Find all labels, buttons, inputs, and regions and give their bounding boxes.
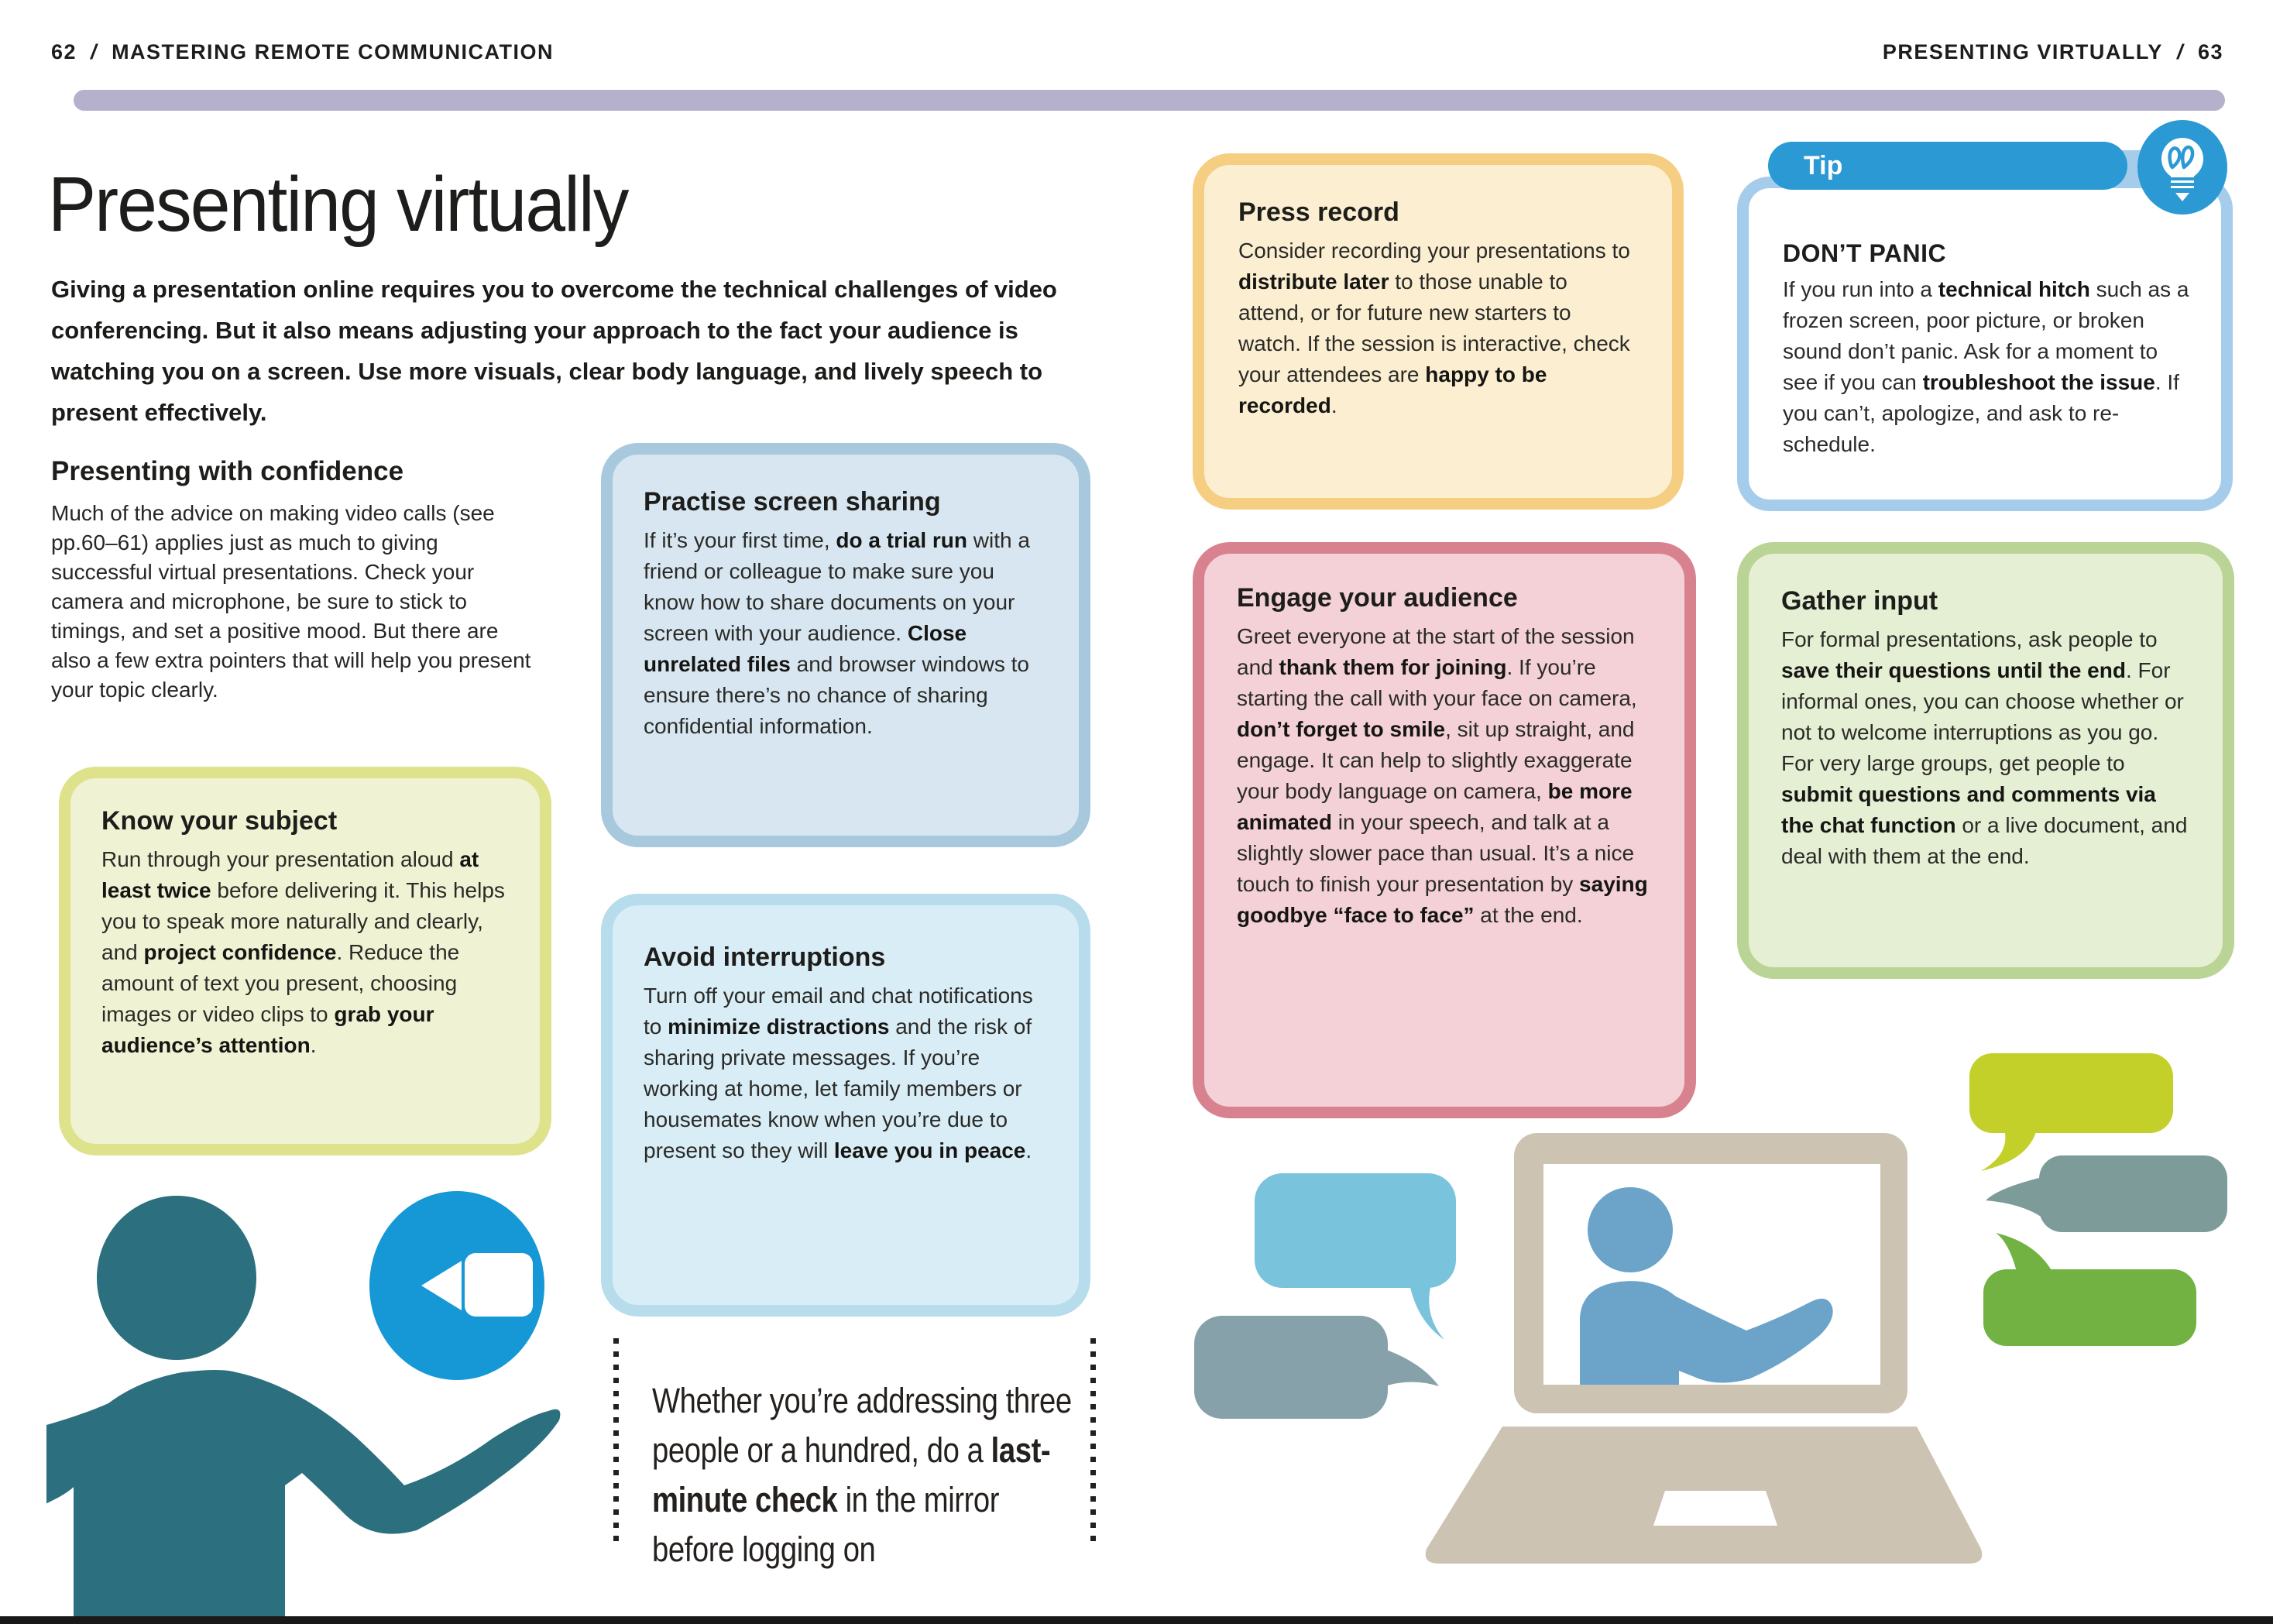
know-your-subject-card xyxy=(59,767,551,1155)
chat-bubbles-illustration xyxy=(1959,1038,2273,1363)
tip-heading: DON’T PANIC xyxy=(1783,239,1947,267)
confidence-body: Much of the advice on making video calls (see pp.60–61) applies just as much to giving successful virtual presentations. Check your camera and microphone, be sure to stick to timings, and set a positive mood. But there are also a few extra pointers that will help you present your topic clearly. xyxy=(51,501,531,702)
page-header-right xyxy=(1883,40,2223,64)
speech-bubble-light-blue xyxy=(1255,1173,1456,1340)
lightbulb-icon xyxy=(2136,119,2229,215)
section-title: PRESENTING VIRTUALLY xyxy=(1882,40,2163,64)
page-title: Presenting virtually xyxy=(48,161,628,248)
card-body: Consider recording your presentations to distribute later to those unable to attend, or for future new starters to watch. If the session is interactive, check your attendees are happy to be recorded. xyxy=(1238,239,1630,417)
press-record-card xyxy=(1193,153,1684,510)
page-bottom-edge xyxy=(0,1616,2273,1624)
card-heading: Gather input xyxy=(1781,586,1938,616)
laptop-trackpad-notch xyxy=(1653,1491,1777,1526)
gather-input-card xyxy=(1737,542,2234,979)
confidence-heading: Presenting with confidence xyxy=(51,456,404,487)
presenter-body xyxy=(46,1370,560,1624)
chapter-title: MASTERING REMOTE COMMUNICATION xyxy=(112,40,555,64)
card-body: Run through your presentation aloud at least twice before delivering it. This helps you to speak more naturally and clearly, and project confidence. Reduce the amount of text you present, choosing images or video clips to grab your audience’s attention. xyxy=(101,847,505,1057)
card-heading: Press record xyxy=(1238,197,1399,227)
speech-bubble-gray-teal xyxy=(1986,1155,2227,1232)
card-heading: Avoid interruptions xyxy=(644,942,886,972)
card-heading: Practise screen sharing xyxy=(644,487,941,517)
quote-dotted-rule-right xyxy=(1090,1338,1096,1544)
speech-bubble-green xyxy=(1983,1233,2196,1346)
speech-bubble-chartreuse xyxy=(1969,1053,2173,1171)
page-number-right: 63 xyxy=(2197,40,2223,64)
tip-body: If you run into a technical hitch such as a frozen screen, poor picture, or broken sound don’t panic. Ask for a moment to see if you can troubleshoot the issue. If you can’t, apologize, and ask to re-schedule. xyxy=(1783,277,2189,456)
speech-bubble-gray-blue xyxy=(1194,1316,1439,1419)
tip-tab-label: Tip xyxy=(1768,142,2127,190)
page-header-left xyxy=(51,40,554,64)
header-divider-bar xyxy=(74,90,2225,111)
header-slash: / xyxy=(91,40,98,64)
header-slash: / xyxy=(2176,40,2184,64)
quote-dotted-rule-left xyxy=(613,1338,619,1544)
card-body: Turn off your email and chat notifications to minimize distractions and the risk of sharing private messages. If you’re working at home, let family members or housemates know when you’re due to present so they will leave you in peace. xyxy=(644,984,1033,1162)
presenter-figure-illustration xyxy=(46,1177,573,1624)
card-body: If it’s your first time, do a trial run with a friend or colleague to make sure you know how to share documents on your screen with your audience. Close unrelated files and browser windows to ensure there’s no chance of sharing confidential information. xyxy=(644,528,1030,738)
card-body: Greet everyone at the start of the session and thank them for joining. If you’re starting the call with your face on camera, don’t forget to smile, sit up straight, and engage. It can help to slightly exaggerate your body language on camera, be more animated in your speech, and talk at a slightly slower pace than usual. It’s a nice touch to finish your presentation by saying goodbye “face to face” at the end. xyxy=(1237,624,1648,927)
card-body: For formal presentations, ask people to save their questions until the end. For informal ones, you can choose whether or not to welcome interruptions as you go. For very large groups, get people to submit questions and comments via the chat function or a live document, and deal with them at the end. xyxy=(1781,627,2188,868)
practise-screen-sharing-card xyxy=(601,443,1090,847)
engage-your-audience-card xyxy=(1193,542,1696,1118)
presenter-head xyxy=(97,1196,256,1360)
card-heading: Know your subject xyxy=(101,806,338,836)
intro-paragraph: Giving a presentation online requires you to overcome the technical challenges of video conferencing. But it also means adjusting your approach to the fact your audience is watching you on a screen. Use more visuals, clear body language, and lively speech to present effectively. xyxy=(51,276,1057,426)
tip-box xyxy=(1737,177,2233,511)
avoid-interruptions-card xyxy=(601,894,1090,1317)
pull-quote: Whether you’re addressing three people or a hundred, do a last-minute check in the mirror before logging on xyxy=(652,1381,1072,1569)
page-number-left: 62 xyxy=(51,40,77,64)
card-heading: Engage your audience xyxy=(1237,583,1518,613)
laptop-video-call-illustration xyxy=(1177,1115,1998,1619)
